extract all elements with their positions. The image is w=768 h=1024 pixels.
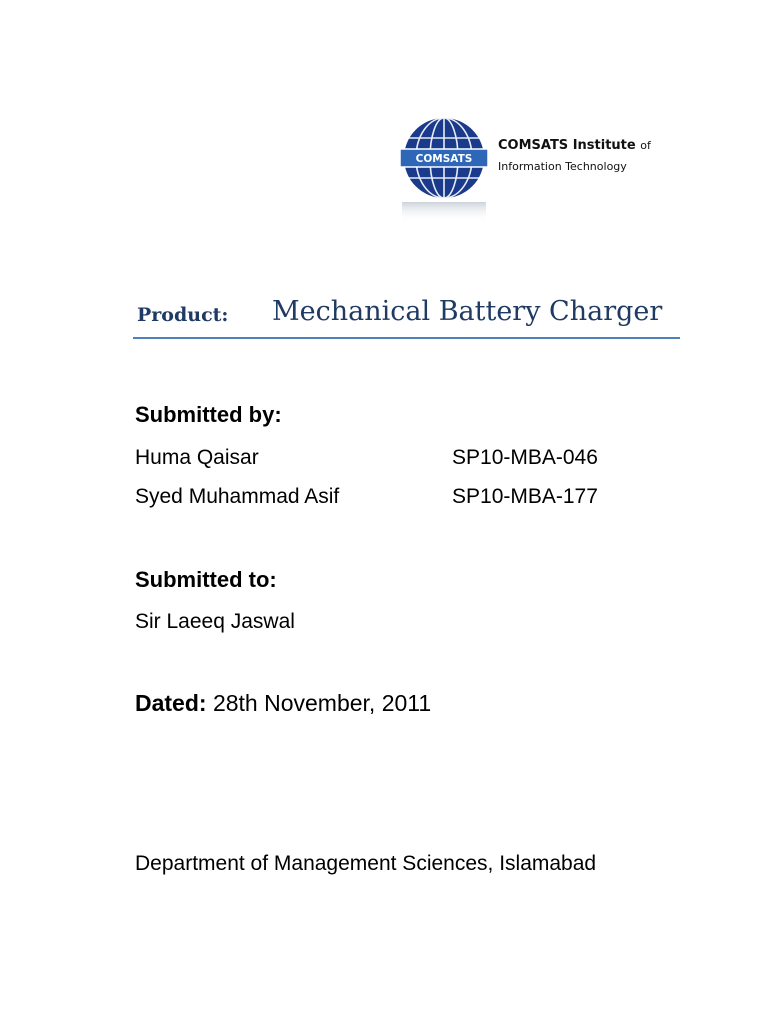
member-name: Huma Qaisar: [135, 446, 259, 469]
department-line: Department of Management Sciences, Islamabad: [135, 852, 597, 875]
member-id: SP10-MBA-046: [452, 446, 598, 469]
dated-line: [135, 690, 431, 717]
emblem-text: COMSATS: [415, 153, 473, 165]
institute-logo: [400, 116, 690, 226]
institute-of: of: [640, 139, 651, 152]
title-divider: [133, 337, 680, 339]
supervisor-name: Sir Laeeq Jaswal: [135, 610, 295, 633]
member-name: Syed Muhammad Asif: [135, 485, 340, 508]
product-row: [135, 294, 680, 336]
product-label: Product:: [137, 304, 229, 326]
product-title: Mechanical Battery Charger: [272, 296, 663, 327]
globe-emblem-icon: [400, 116, 488, 224]
institute-name: [498, 138, 651, 173]
submitted-by-heading: Submitted by:: [135, 402, 282, 427]
institute-line: COMSATS Institute: [498, 138, 636, 153]
institute-subline: Information Technology: [498, 160, 627, 173]
member-id: SP10-MBA-177: [452, 485, 598, 508]
dated-value: 28th November, 2011: [212, 690, 432, 716]
submitted-to-heading: Submitted to:: [135, 567, 277, 592]
dated-label: Dated:: [135, 690, 207, 716]
